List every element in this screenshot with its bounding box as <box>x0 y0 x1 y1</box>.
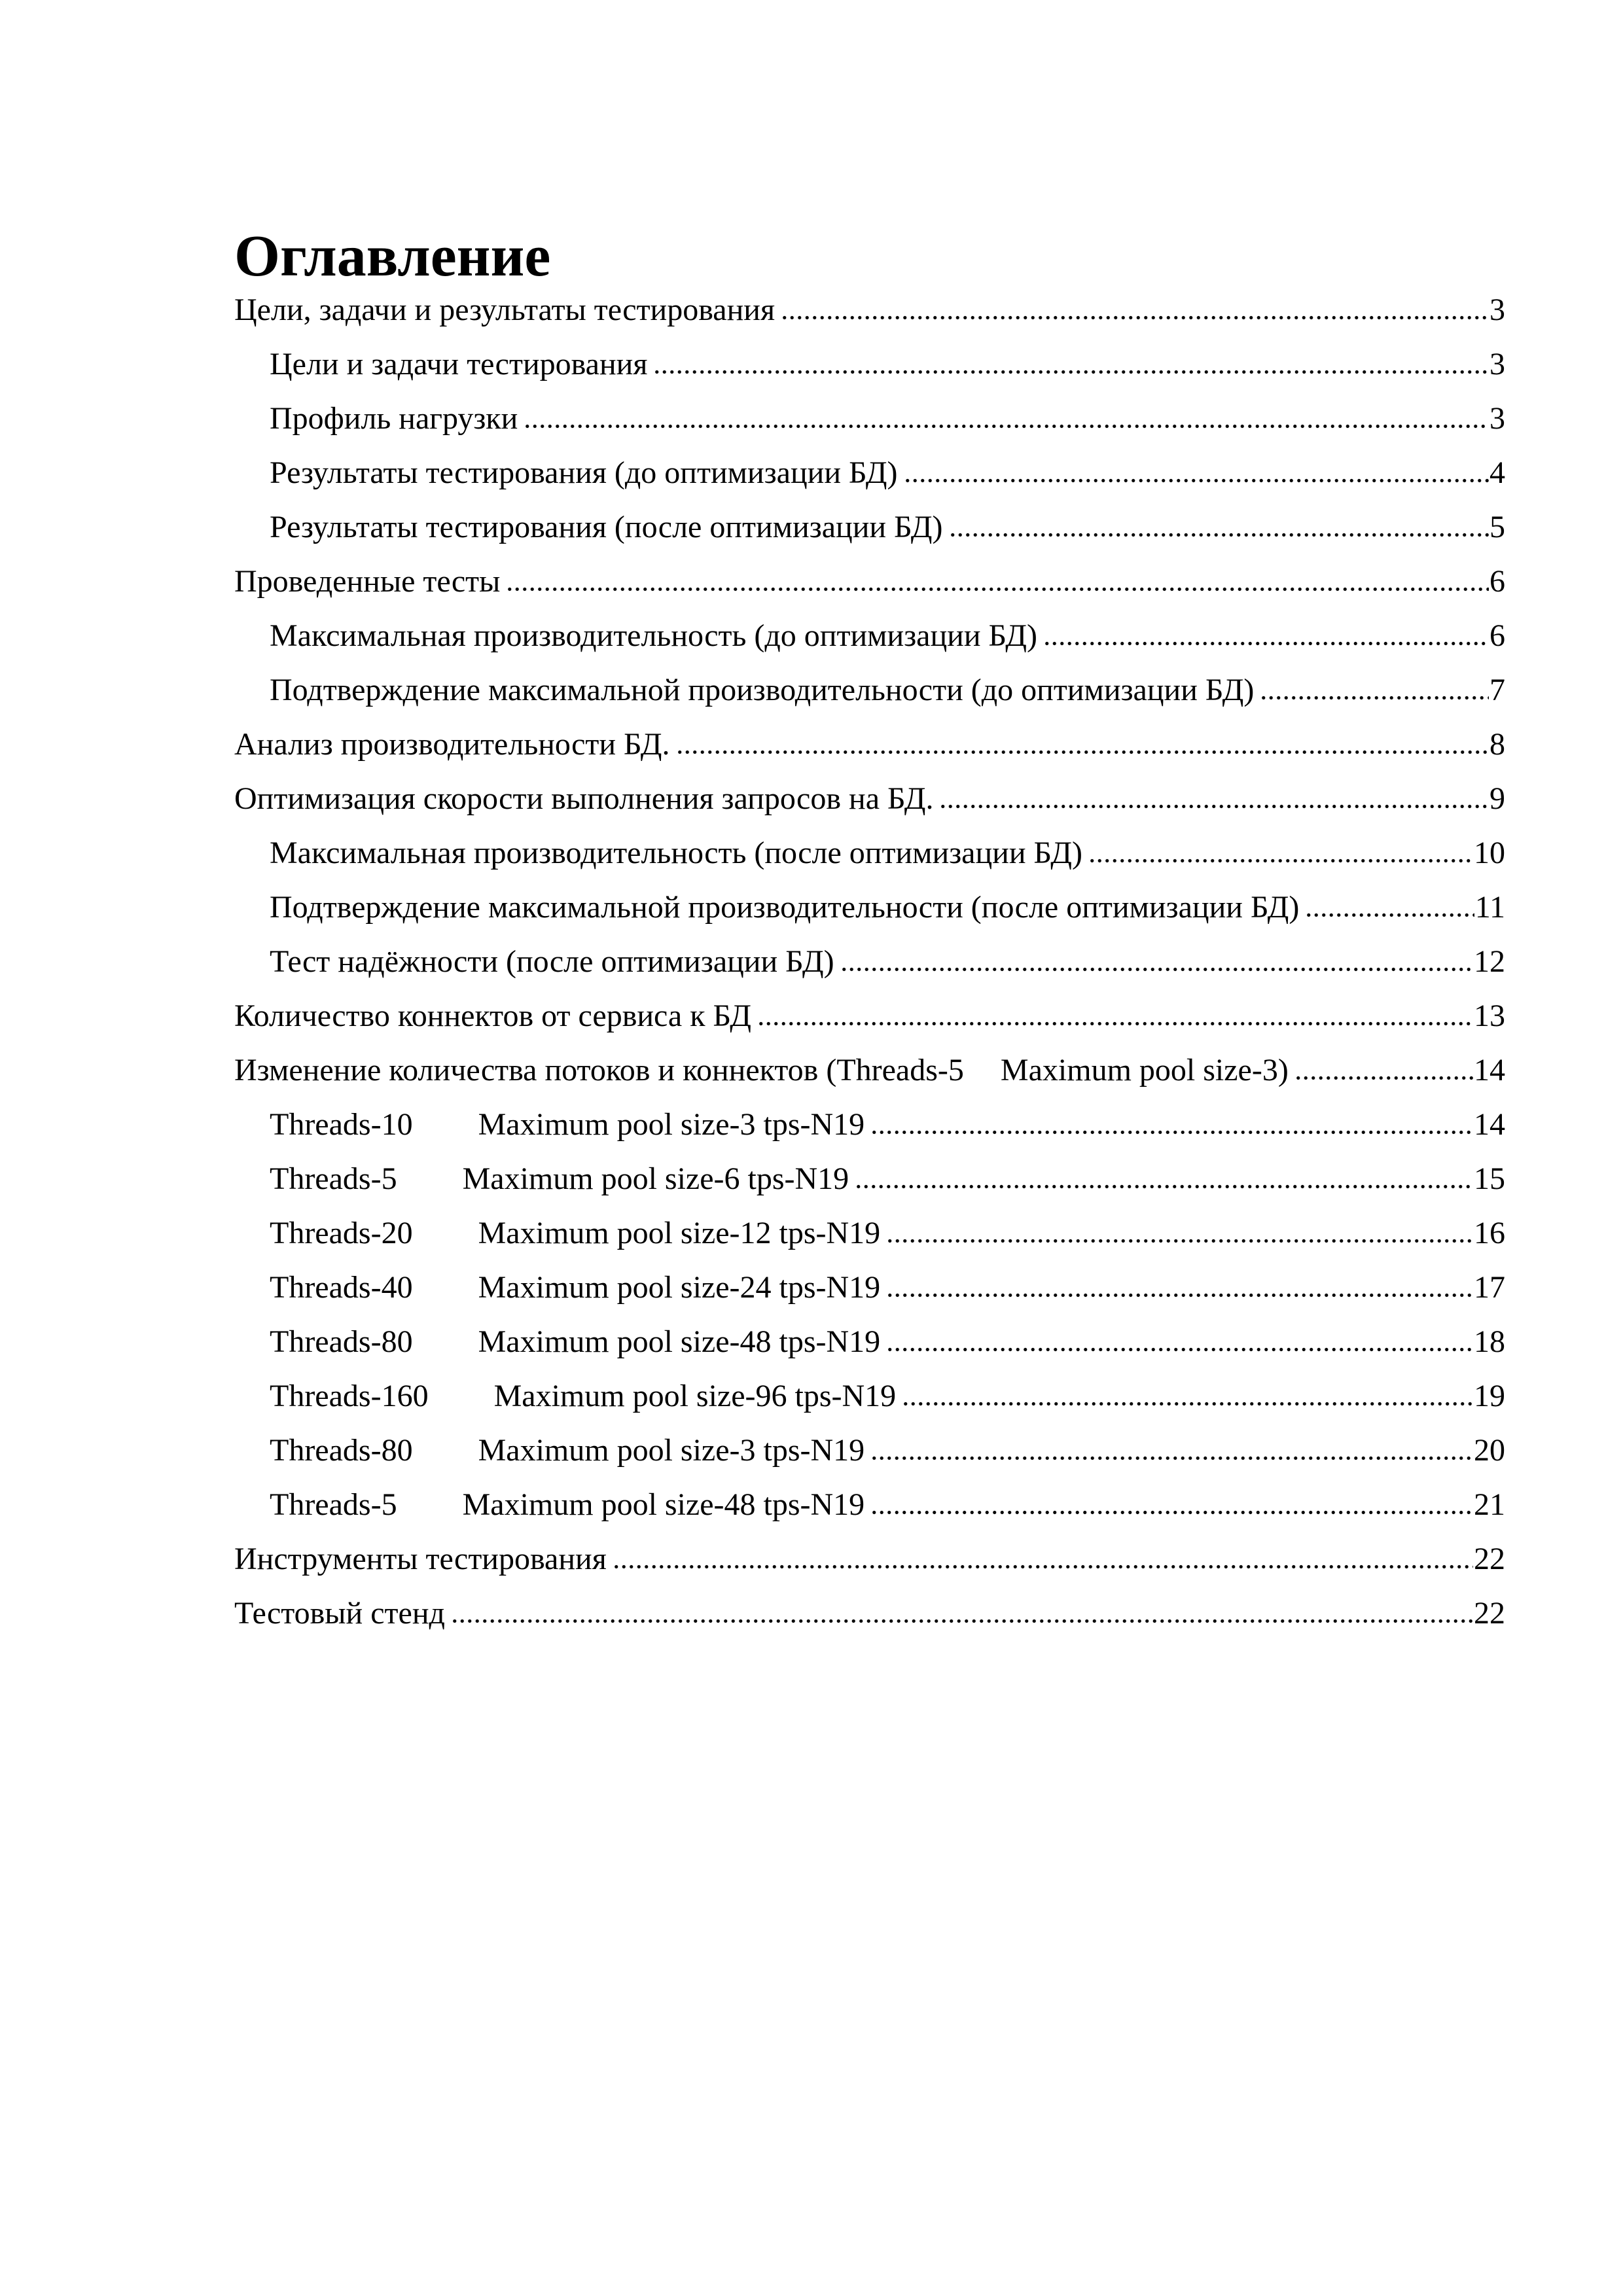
toc-entry[interactable] <box>234 1052 1505 1106</box>
toc-entry-page: 6 <box>1489 618 1505 653</box>
toc-entry[interactable] <box>234 455 1505 509</box>
toc-entry-label: Threads-40 <box>270 1270 413 1305</box>
toc-entry-label2: Maximum pool size-48 tps-N19 <box>478 1324 881 1359</box>
toc-entry-label: Threads-5 <box>270 1487 397 1522</box>
toc-entry-label2: Maximum pool size-6 tps-N19 <box>462 1161 849 1196</box>
toc-entry[interactable] <box>234 944 1505 998</box>
toc-entry-page: 12 <box>1474 944 1505 979</box>
toc-entry-page: 22 <box>1474 1542 1505 1576</box>
toc-entry[interactable] <box>234 1269 1505 1324</box>
toc-entry[interactable] <box>234 1324 1505 1378</box>
dot-leader <box>855 1184 1473 1189</box>
toc-entry-label: Подтверждение максимальной производительности (до оптимизации БД) <box>270 673 1255 707</box>
toc-entry[interactable] <box>234 1487 1505 1541</box>
toc-entry[interactable] <box>234 400 1505 455</box>
toc-entry-label: Цели и задачи тестирования <box>270 347 648 381</box>
dot-leader <box>1260 696 1489 700</box>
toc-entry-page: 7 <box>1489 673 1505 707</box>
toc-entry-label: Максимальная производительность (после оптимизации БД) <box>270 836 1082 870</box>
toc-entry-page: 14 <box>1474 1107 1505 1142</box>
dot-leader <box>613 1564 1473 1569</box>
toc-entry-page: 22 <box>1474 1596 1505 1631</box>
dot-leader <box>870 1510 1473 1515</box>
dot-leader <box>904 478 1489 483</box>
toc-entry-label: Threads-10 <box>270 1107 413 1142</box>
toc-entry[interactable] <box>234 781 1505 835</box>
toc-entry-page: 15 <box>1474 1161 1505 1196</box>
toc-entry-page: 13 <box>1474 998 1505 1033</box>
dot-leader <box>870 1130 1473 1135</box>
dot-leader <box>886 1347 1473 1352</box>
toc-entry-label: Количество коннектов от сервиса к БД <box>234 998 752 1033</box>
toc-entry[interactable] <box>234 1432 1505 1487</box>
toc-entry-label: Threads-80 <box>270 1433 413 1468</box>
dot-leader <box>949 533 1489 537</box>
toc-entry-label: Цели, задачи и результаты тестирования <box>234 292 776 327</box>
toc-entry-label2: Maximum pool size-3) <box>1000 1053 1289 1087</box>
dot-leader <box>886 1239 1473 1243</box>
toc-entry-label2: Maximum pool size-96 tps-N19 <box>493 1379 897 1413</box>
toc-entry-page: 17 <box>1474 1270 1505 1305</box>
dot-leader <box>676 750 1489 754</box>
toc-entry[interactable] <box>234 346 1505 400</box>
toc-entry-label: Тестовый стенд <box>234 1596 445 1631</box>
toc-entry-label: Threads-80 <box>270 1324 413 1359</box>
toc-entry-page: 16 <box>1474 1216 1505 1250</box>
toc-entry-label: Подтверждение максимальной производительности (после оптимизации БД) <box>270 890 1300 925</box>
tab-gap <box>397 1514 463 1515</box>
toc-entry[interactable] <box>234 618 1505 672</box>
dot-leader <box>1305 913 1474 917</box>
toc-entry-label: Threads-160 <box>270 1379 429 1413</box>
dot-leader <box>1088 858 1473 863</box>
dot-leader <box>653 370 1489 374</box>
toc-entry-label: Изменение количества потоков и коннектов (Threads-5 <box>234 1053 964 1087</box>
toc-title: Оглавление <box>234 224 551 289</box>
toc-entry[interactable] <box>234 726 1505 781</box>
toc-entry-page: 5 <box>1489 510 1505 544</box>
tab-gap <box>413 1134 478 1135</box>
toc-entry[interactable] <box>234 509 1505 563</box>
toc-entry[interactable] <box>234 563 1505 618</box>
toc-entry-label: Threads-5 <box>270 1161 397 1196</box>
toc-entry-page: 6 <box>1489 564 1505 599</box>
dot-leader <box>781 315 1489 320</box>
dot-leader <box>1043 641 1489 646</box>
toc-entry[interactable] <box>234 1161 1505 1215</box>
toc-entry-page: 3 <box>1489 292 1505 327</box>
toc-entry-label: Оптимизация скорости выполнения запросов на БД. <box>234 781 934 816</box>
toc-entry[interactable] <box>234 1106 1505 1161</box>
toc-entry-page: 8 <box>1489 727 1505 762</box>
toc-entry-label2: Maximum pool size-3 tps-N19 <box>478 1107 865 1142</box>
toc-entry-label2: Maximum pool size-24 tps-N19 <box>478 1270 881 1305</box>
toc-entry-page: 3 <box>1489 401 1505 436</box>
toc-entry[interactable] <box>234 1215 1505 1269</box>
toc-entry-label: Максимальная производительность (до оптимизации БД) <box>270 618 1037 653</box>
table-of-contents <box>234 292 1505 1650</box>
toc-entry-label2: Maximum pool size-3 tps-N19 <box>478 1433 865 1468</box>
toc-entry-page: 9 <box>1489 781 1505 816</box>
toc-entry-label: Анализ производительности БД. <box>234 727 670 762</box>
toc-entry-page: 20 <box>1474 1433 1505 1468</box>
dot-leader <box>1294 1076 1473 1080</box>
toc-entry-label: Профиль нагрузки <box>270 401 518 436</box>
tab-gap <box>397 1188 463 1189</box>
dot-leader <box>757 1021 1473 1026</box>
dot-leader <box>451 1619 1473 1623</box>
toc-entry[interactable] <box>234 672 1505 726</box>
dot-leader <box>840 967 1473 972</box>
tab-gap <box>413 1297 478 1298</box>
toc-entry-label: Проведенные тесты <box>234 564 501 599</box>
toc-entry-page: 19 <box>1474 1379 1505 1413</box>
toc-entry-page: 18 <box>1474 1324 1505 1359</box>
toc-entry[interactable] <box>234 1378 1505 1432</box>
toc-entry-label: Тест надёжности (после оптимизации БД) <box>270 944 834 979</box>
toc-entry-page: 21 <box>1474 1487 1505 1522</box>
toc-entry-page: 4 <box>1489 455 1505 490</box>
dot-leader <box>524 424 1489 429</box>
toc-entry-label: Результаты тестирования (после оптимизации БД) <box>270 510 943 544</box>
tab-gap <box>429 1405 494 1406</box>
dot-leader <box>939 804 1489 809</box>
toc-entry-label2: Maximum pool size-12 tps-N19 <box>478 1216 881 1250</box>
toc-entry-label: Threads-20 <box>270 1216 413 1250</box>
tab-gap <box>413 1351 478 1352</box>
toc-entry-page: 14 <box>1474 1053 1505 1087</box>
dot-leader <box>902 1402 1473 1406</box>
toc-entry-page: 10 <box>1474 836 1505 870</box>
dot-leader <box>886 1293 1473 1298</box>
toc-entry-page: 11 <box>1474 890 1505 925</box>
toc-entry-label: Результаты тестирования (до оптимизации БД) <box>270 455 898 490</box>
toc-entry[interactable] <box>234 1595 1505 1650</box>
toc-entry-label: Инструменты тестирования <box>234 1542 607 1576</box>
toc-entry[interactable] <box>234 998 1505 1052</box>
toc-entry[interactable] <box>234 835 1505 889</box>
toc-entry-page: 3 <box>1489 347 1505 381</box>
toc-entry[interactable] <box>234 1541 1505 1595</box>
toc-entry[interactable] <box>234 292 1505 346</box>
dot-leader <box>870 1456 1473 1460</box>
toc-entry-label2: Maximum pool size-48 tps-N19 <box>462 1487 865 1522</box>
toc-entry[interactable] <box>234 889 1505 944</box>
dot-leader <box>506 587 1489 592</box>
